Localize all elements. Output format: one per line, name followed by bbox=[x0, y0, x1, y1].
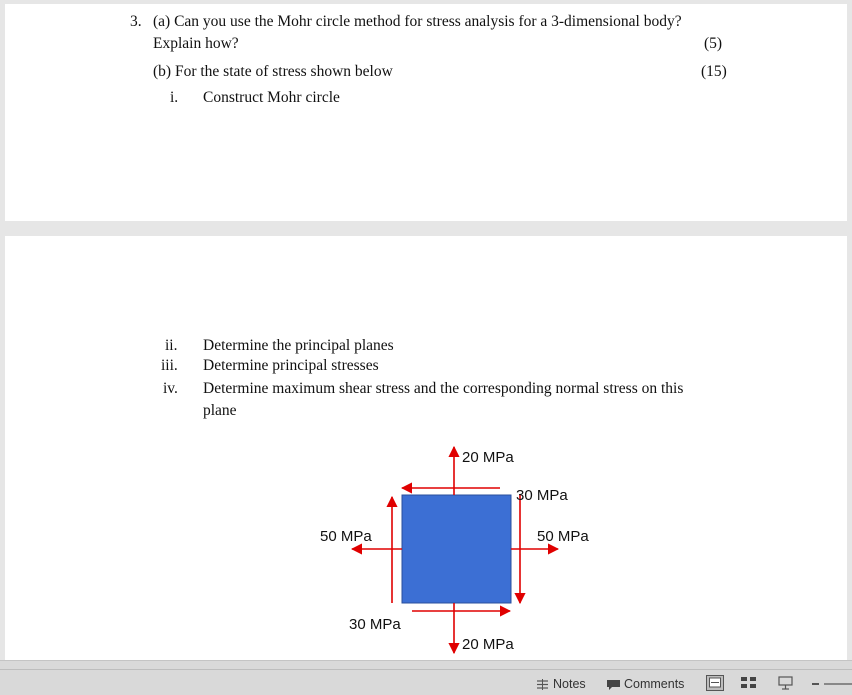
presenter-view-icon[interactable] bbox=[778, 676, 793, 690]
item-iv-number: iv. bbox=[163, 380, 178, 397]
comments-button[interactable]: Comments bbox=[624, 677, 685, 691]
question-number: 3. bbox=[130, 13, 142, 30]
part-b-text: (b) For the state of stress shown below bbox=[153, 63, 393, 80]
status-bar bbox=[0, 660, 852, 695]
item-ii-text: Determine the principal planes bbox=[203, 337, 394, 354]
label-right-normal: 50 MPa bbox=[537, 528, 589, 545]
stress-element-square bbox=[402, 495, 511, 603]
item-iv-text: Determine maximum shear stress and the corresponding normal stress on this bbox=[203, 380, 684, 397]
item-iv-text-line2: plane bbox=[203, 402, 237, 419]
label-right-shear: 30 MPa bbox=[516, 487, 568, 504]
part-a-marks: (5) bbox=[704, 35, 723, 52]
part-a-line1: (a) Can you use the Mohr circle method for stress analysis for a 3-dimensional body? bbox=[153, 13, 682, 30]
label-left-shear: 30 MPa bbox=[349, 616, 401, 633]
item-iii-text: Determine principal stresses bbox=[203, 357, 379, 374]
notes-icon bbox=[536, 679, 549, 690]
label-top-normal: 20 MPa bbox=[462, 449, 514, 466]
item-i-text: Construct Mohr circle bbox=[203, 89, 340, 106]
slide-sorter-view-icon[interactable] bbox=[741, 677, 757, 689]
notes-button[interactable]: Notes bbox=[553, 677, 586, 691]
item-ii-number: ii. bbox=[165, 337, 178, 354]
normal-view-icon[interactable] bbox=[706, 675, 724, 691]
zoom-out-icon[interactable] bbox=[812, 683, 819, 685]
part-a-line2: Explain how? bbox=[153, 35, 239, 52]
item-i-number: i. bbox=[170, 89, 179, 106]
comments-icon bbox=[606, 679, 621, 691]
label-bottom-normal: 20 MPa bbox=[462, 636, 514, 653]
item-iii-number: iii. bbox=[161, 357, 178, 374]
status-bar-divider bbox=[0, 669, 852, 670]
part-b-marks: (15) bbox=[701, 63, 727, 80]
zoom-slider[interactable] bbox=[824, 683, 852, 685]
label-left-normal: 50 MPa bbox=[320, 528, 372, 545]
